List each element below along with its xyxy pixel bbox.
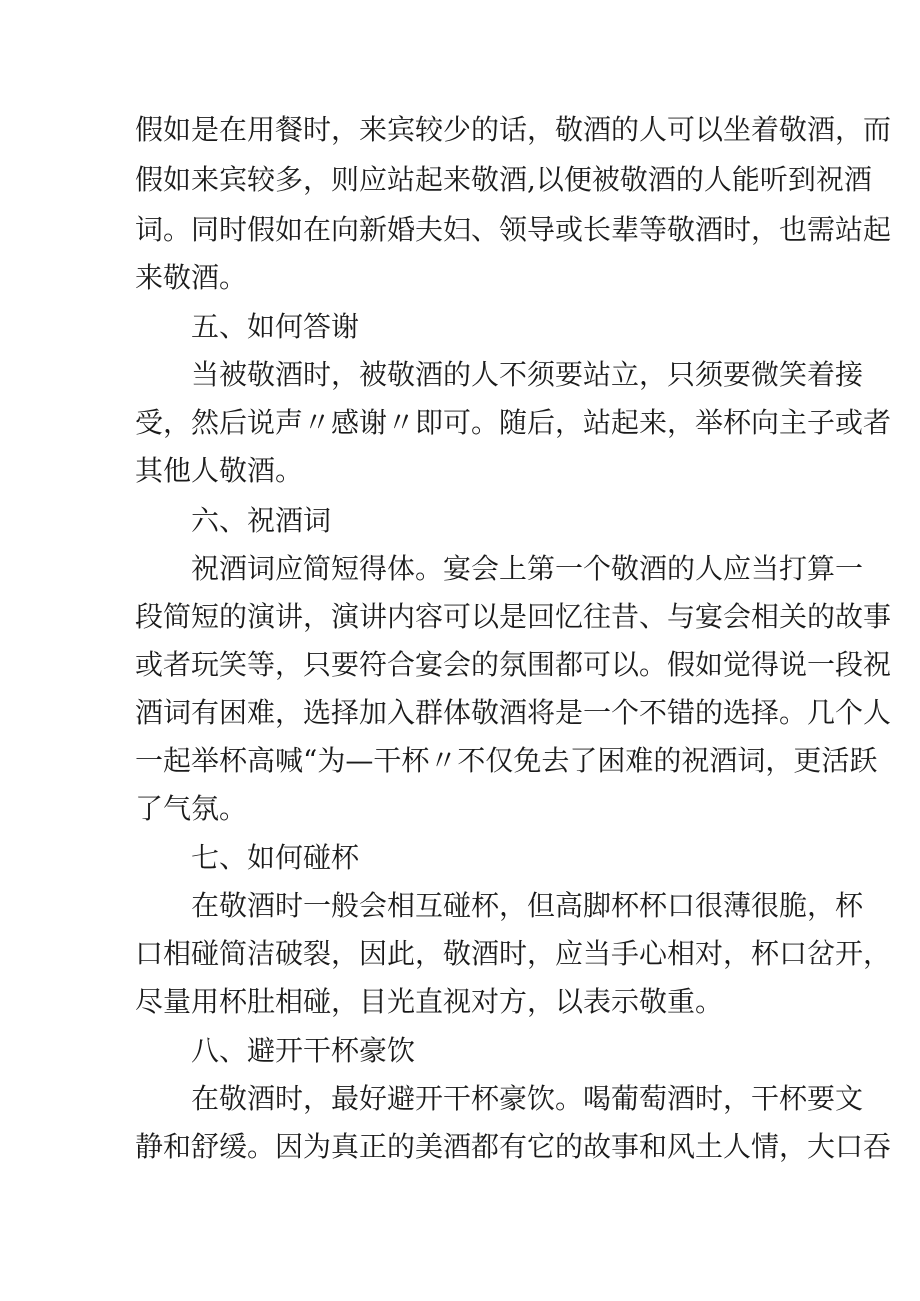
paragraph-line: 静和舒缓。因为真正的美酒都有它的故事和风土人情，大口吞 — [135, 1130, 892, 1163]
paragraph-line: 一起举杯高喊“为—干杯〃不仅免去了困难的祝酒词，更活跃 — [135, 744, 878, 777]
paragraph-line: 在敬酒时一般会相互碰杯，但高脚杯杯口很薄很脆，杯 — [191, 889, 864, 922]
section-heading: 七、如何碰杯 — [191, 841, 360, 874]
paragraph-line: 段简短的演讲，演讲内容可以是回忆往昔、与宴会相关的故事 — [135, 600, 892, 633]
paragraph-line: 在敬酒时，最好避开干杯豪饮。喝葡萄酒时，干杯要文 — [191, 1082, 864, 1115]
section-heading: 五、如何答谢 — [191, 310, 360, 343]
paragraph-line: 假如是在用餐时，来宾较少的话，敬酒的人可以坐着敬酒，而 — [135, 113, 892, 146]
section-heading: 六、祝酒词 — [191, 504, 332, 537]
section-heading: 八、避开干杯豪饮 — [191, 1034, 416, 1067]
paragraph-line: 祝酒词应简短得体。宴会上第一个敬酒的人应当打算一 — [191, 552, 864, 585]
paragraph-line: 了气氛。 — [135, 792, 248, 825]
paragraph-line: 来敬酒。 — [135, 261, 248, 294]
paragraph-line: 尽量用杯肚相碰，目光直视对方，以表示敬重。 — [135, 985, 724, 1018]
paragraph-line: 受，然后说声〃感谢〃即可。随后，站起来，举杯向主子或者 — [135, 406, 892, 439]
paragraph-line: 或者玩笑等，只要符合宴会的氛围都可以。假如觉得说一段祝 — [135, 648, 892, 681]
paragraph-line: 其他人敬酒。 — [135, 454, 304, 487]
paragraph-line: 假如来宾较多，则应站起来敬酒,以便被敬酒的人能听到祝酒 — [135, 163, 872, 196]
paragraph-line: 词。同时假如在向新婚夫妇、领导或长辈等敬酒时，也需站起 — [135, 213, 892, 246]
paragraph-line: 当被敬酒时，被敬酒的人不须要站立，只须要微笑着接 — [191, 358, 864, 391]
paragraph-line: 口相碰简洁破裂，因此，敬酒时，应当手心相对，杯口岔开， — [135, 937, 892, 970]
paragraph-line: 酒词有困难，选择加入群体敬酒将是一个不错的选择。几个人 — [135, 696, 892, 729]
